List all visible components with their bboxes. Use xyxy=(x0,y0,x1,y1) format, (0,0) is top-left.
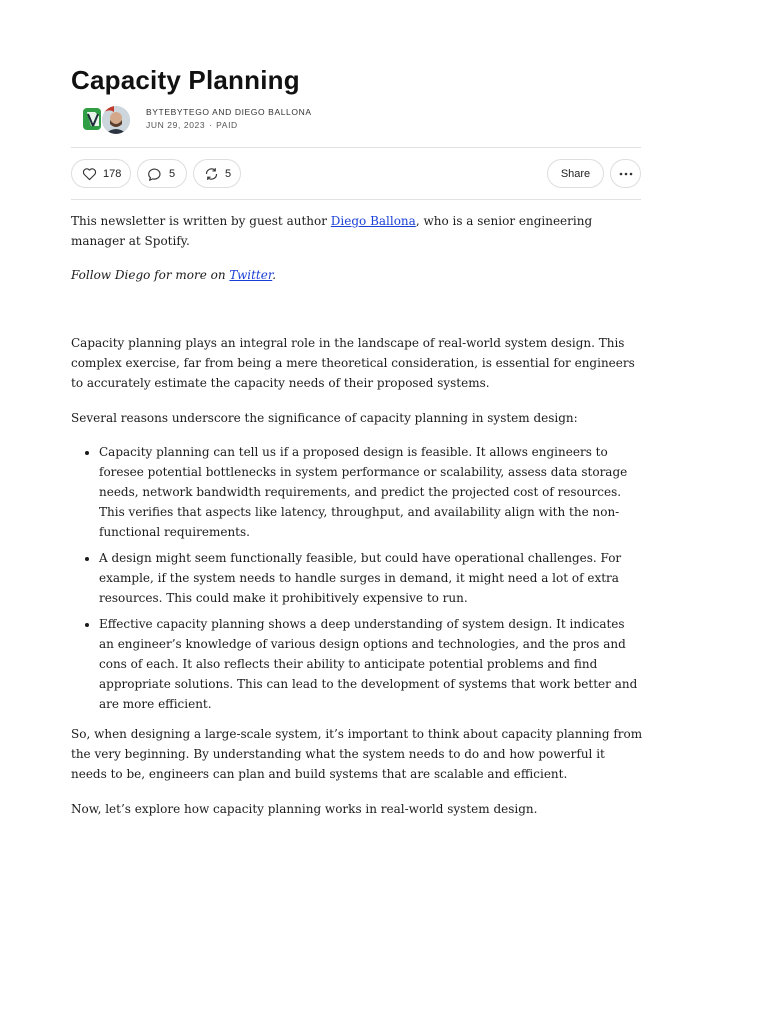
author-names[interactable]: BYTEBYTEGO AND DIEGO BALLONA xyxy=(146,107,312,117)
intro-text: This newsletter is written by guest author xyxy=(71,214,331,228)
follow-paragraph xyxy=(71,265,643,285)
person-photo-icon xyxy=(102,106,130,134)
access-label: PAID xyxy=(216,120,238,130)
reasons-list xyxy=(71,442,643,714)
list-item: • Capacity planning can tell us if a proposed design is feasible. It allows engineers to foresee potential bottlenecks in system performance or scalability, assess data storage needs, network bandwidth requirements, and predict the projected cost of resources. This verifies that aspects like latency, throughput, and availability align with the non-functional requirements. xyxy=(99,442,643,542)
comment-count: 5 xyxy=(169,167,176,180)
like-button[interactable] xyxy=(71,159,131,188)
post-date: JUN 29, 2023 xyxy=(146,120,206,130)
restack-button[interactable] xyxy=(193,159,241,188)
follow-text-end: . xyxy=(272,268,277,282)
paragraph-2: Several reasons underscore the significance of capacity planning in system design: xyxy=(71,411,578,425)
article-body xyxy=(71,211,643,819)
article-title: Capacity Planning xyxy=(71,65,300,95)
paragraph-4: Now, let’s explore how capacity planning works in real-world system design. xyxy=(71,802,538,816)
intro-paragraph xyxy=(71,211,643,251)
more-options-button[interactable] xyxy=(610,159,641,188)
list-item: • Effective capacity planning shows a deep understanding of system design. It indicates an engineer’s knowledge of various design options and technologies, and the pros and cons of each. It also reflects their ability to anticipate potential problems and find appropriate solutions. This can lead to the development of systems that work better and are more efficient. xyxy=(99,614,643,714)
heart-icon xyxy=(82,167,97,181)
byline xyxy=(79,104,312,136)
author-avatars[interactable] xyxy=(79,105,135,135)
meta-separator: ∙ xyxy=(209,120,213,130)
post-actions-bar xyxy=(71,147,641,200)
comment-button[interactable] xyxy=(137,159,187,188)
post-meta xyxy=(146,118,312,132)
like-count: 178 xyxy=(103,167,122,180)
follow-text: Follow Diego for more on xyxy=(71,268,230,282)
comment-bubble-icon xyxy=(148,167,163,181)
byline-text xyxy=(146,106,312,132)
diego-ballona-avatar[interactable] xyxy=(101,105,131,135)
ellipsis-icon xyxy=(619,172,633,176)
share-button[interactable]: Share xyxy=(547,159,604,188)
intro-text-end: , who is a senior engineering manager at Spotify. xyxy=(71,214,593,248)
paragraph-1: Capacity planning plays an integral role in the landscape of real-world system design. This complex exercise, far from being a mere theoretical consideration, is essential for engineers to accurately estimate the capacity needs of their proposed systems. xyxy=(71,336,635,390)
list-item: • A design might seem functionally feasible, but could have operational challenges. For example, if the system needs to handle surges in demand, it might need a lot of extra resources. This could make it prohibitively expensive to run. xyxy=(99,548,643,608)
restack-count: 5 xyxy=(225,167,232,180)
twitter-link[interactable]: Twitter xyxy=(229,268,273,282)
paragraph-3: So, when designing a large-scale system, it’s important to think about capacity planning from the very beginning. By understanding what the system needs to do and how powerful it needs to be, engineers can plan and build systems that are scalable and efficient. xyxy=(71,727,643,781)
restack-arrows-icon xyxy=(204,167,219,181)
author-link[interactable]: Diego Ballona xyxy=(330,214,416,228)
